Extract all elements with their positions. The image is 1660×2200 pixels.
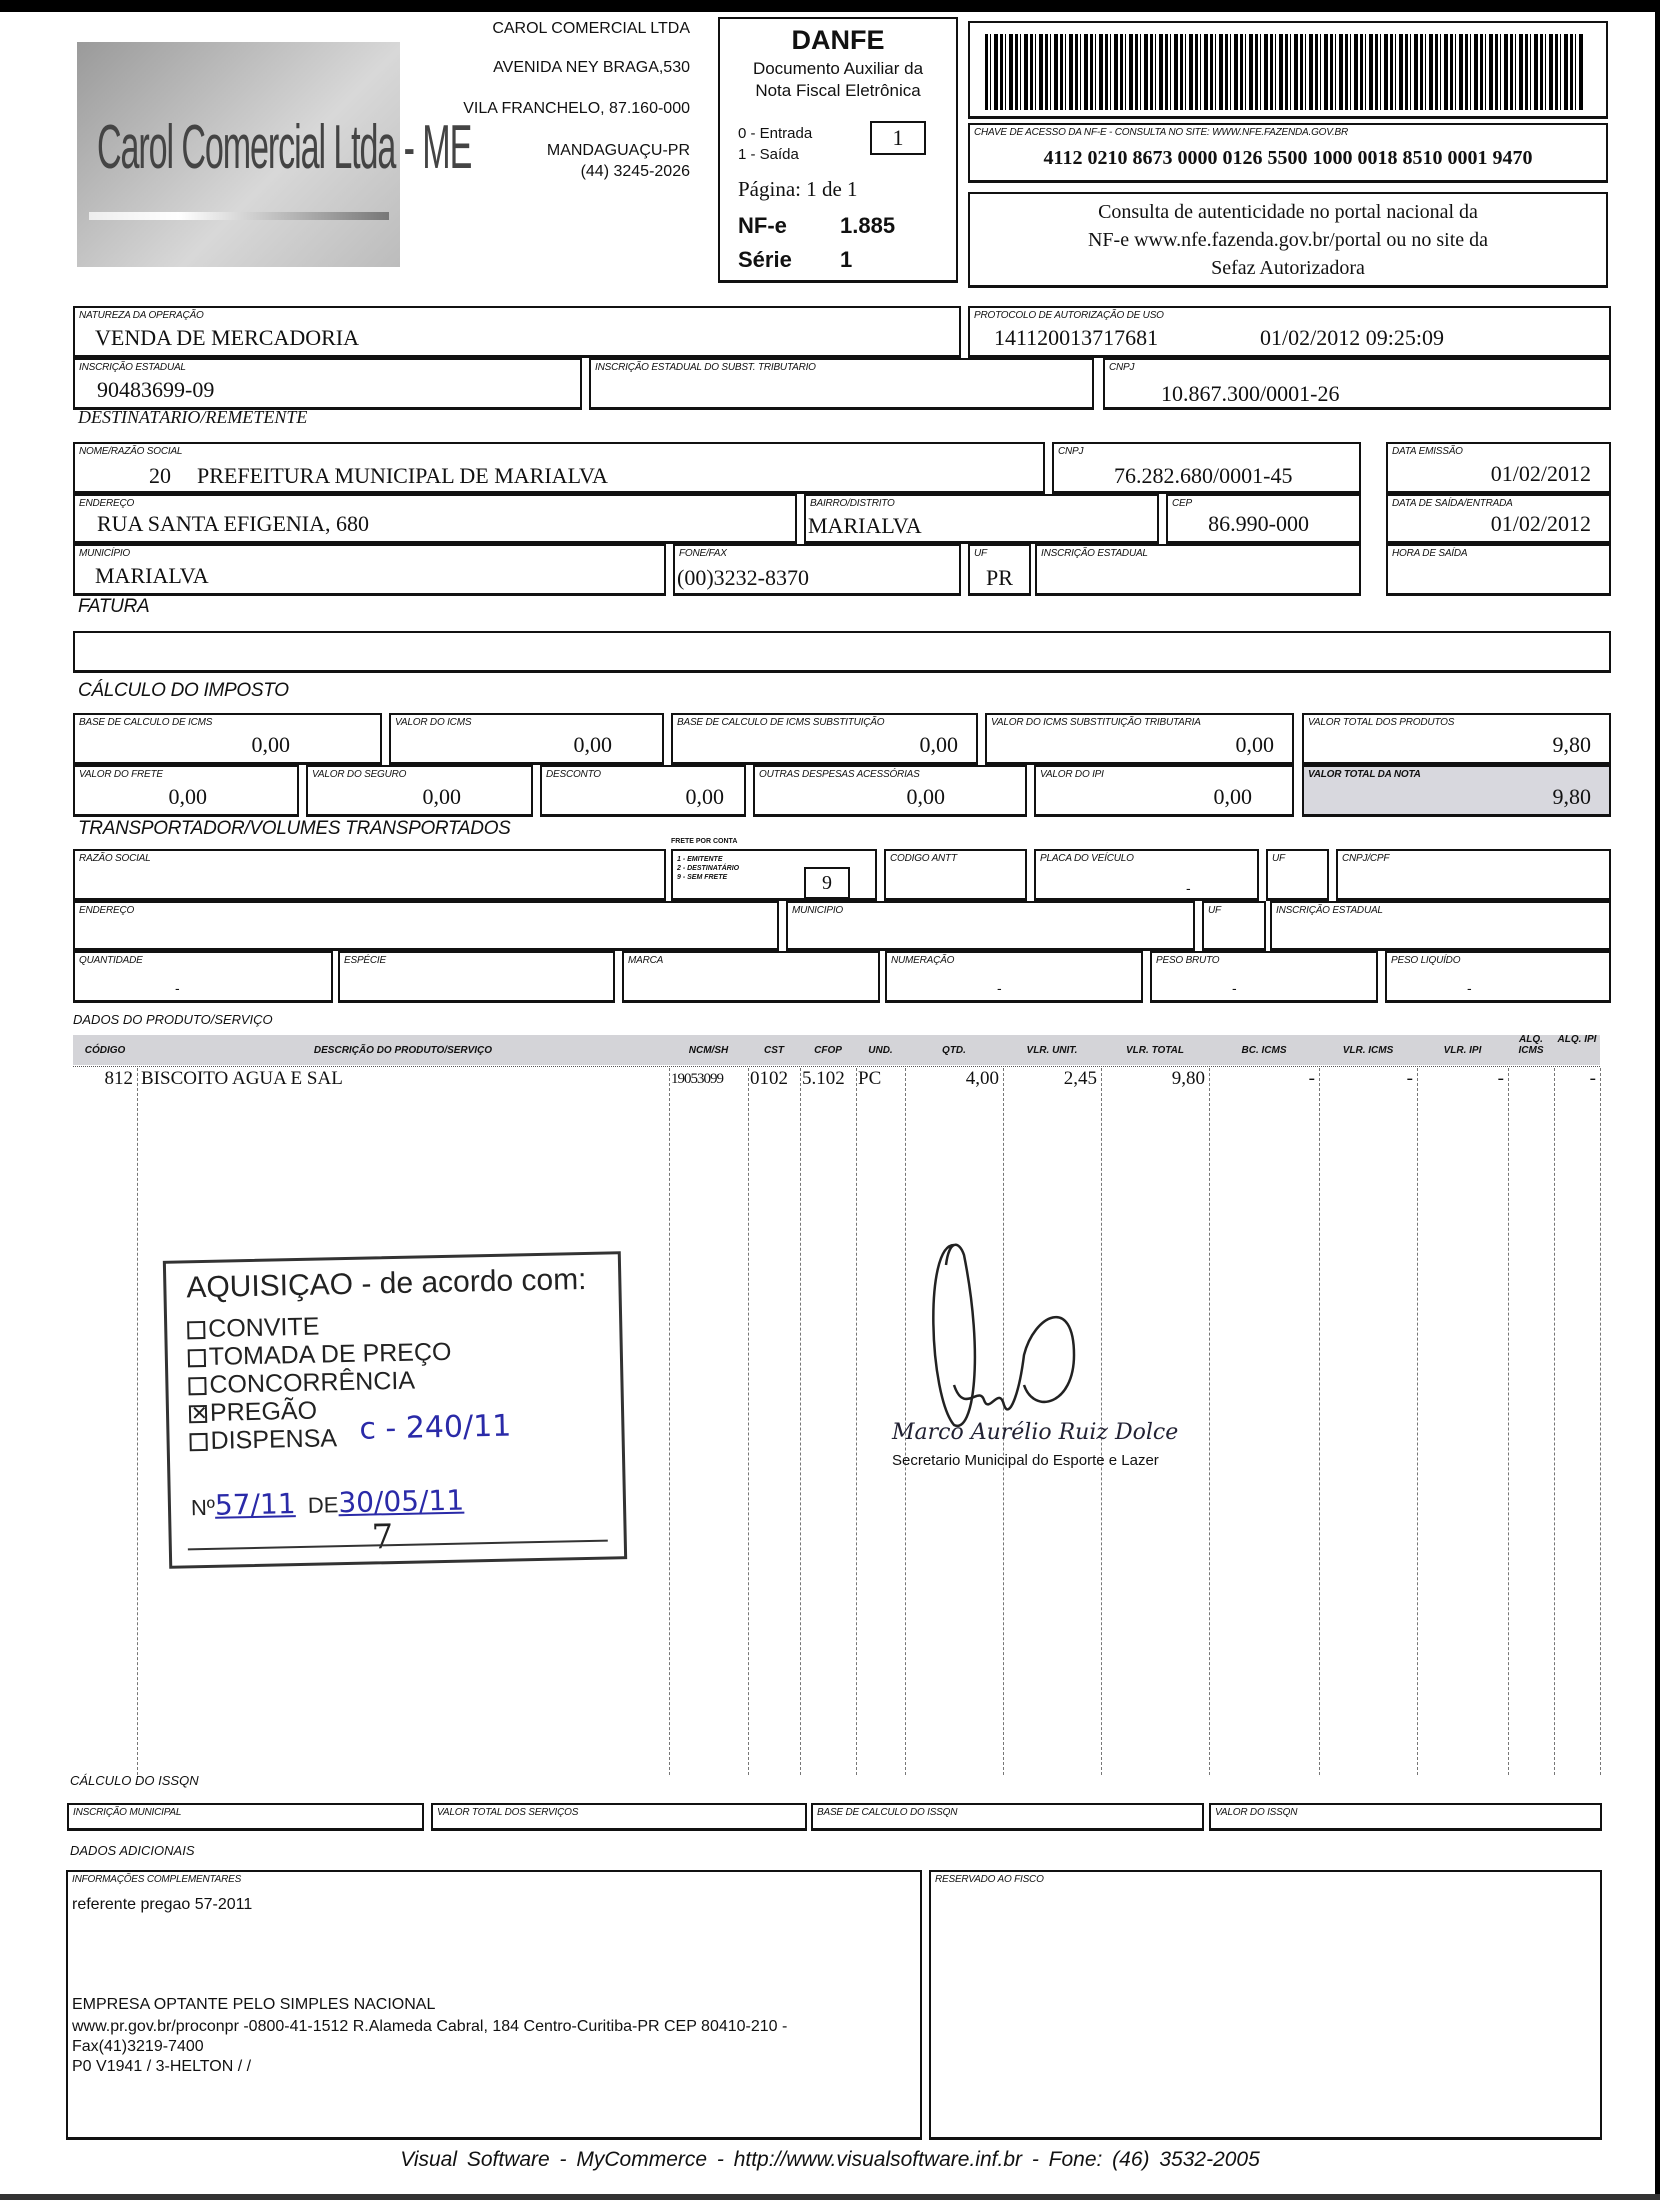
dest-nome: PREFEITURA MUNICIPAL DE MARIALVA [197, 463, 608, 488]
dest-bairro-field [804, 494, 1159, 544]
dest-fone-field [673, 544, 961, 596]
checkbox-icon [189, 1405, 207, 1423]
field-label: CNPJ [1058, 446, 1084, 457]
dest-nome-field [73, 442, 1045, 494]
company-logo: Carol Comercial Ltda - ME [77, 42, 400, 267]
tax-value: 0,00 [919, 732, 958, 757]
transp-razao-field [73, 849, 666, 901]
issqn-field [431, 1803, 807, 1831]
column-header: ALQ. IPI [1557, 1034, 1597, 1045]
field-label: CNPJ/CPF [1342, 853, 1390, 864]
field-label: ESPÉCIE [344, 955, 386, 966]
natureza-field [73, 306, 961, 358]
tax-value: 0,00 [1235, 732, 1274, 757]
column-divider [1508, 1068, 1509, 1775]
placa-value: - [1186, 880, 1191, 896]
volume-numeracao-field [885, 951, 1143, 1003]
barcode [985, 34, 1585, 110]
serie-label: Série [738, 247, 792, 272]
stamp-mark: 7 [371, 1517, 394, 1558]
field-label: UF [1272, 853, 1285, 864]
tax-value: 0,00 [422, 784, 461, 809]
transp-cnpj-field [1336, 849, 1611, 901]
tax-field [985, 713, 1294, 765]
field-label: PESO BRUTO [1156, 955, 1220, 966]
field-label: BASE DE CALCULO DE ICMS [79, 717, 213, 728]
field-label: UF [1208, 905, 1221, 916]
field-label: FONE/FAX [679, 548, 727, 559]
emitente-city: MANDAGUAÇU-PR [546, 142, 690, 159]
field-label: NATUREZA DA OPERAÇÃO [79, 310, 204, 321]
tax-field [753, 765, 1027, 817]
field-label: VALOR DO ICMS SUBSTITUIÇÃO TRIBUTARIA [991, 717, 1201, 728]
tax-field [306, 765, 533, 817]
dest-bairro: MARIALVA [808, 513, 922, 538]
stamp-option [189, 1424, 337, 1456]
antt-field [884, 849, 1027, 901]
stamp-option [189, 1397, 318, 1429]
field-label: INSCRIÇÃO MUNICIPAL [73, 1807, 182, 1818]
field-label: MUNICÍPIO [79, 548, 130, 559]
emitente-phone: (44) 3245-2026 [580, 163, 690, 180]
field-label: CEP [1172, 498, 1192, 509]
tax-field [73, 765, 299, 817]
issqn-field [811, 1803, 1204, 1831]
field-label: MUNICIPIO [792, 905, 843, 916]
chave-box [968, 123, 1608, 183]
tax-value: 9,80 [1552, 732, 1591, 757]
volume-qtd-field [73, 951, 333, 1003]
tax-field [1034, 765, 1294, 817]
section-destinatario: DESTINATÁRIO/REMETENTE [78, 407, 308, 427]
field-label: DESCONTO [546, 769, 601, 780]
column-header: DESCRIÇÃO DO PRODUTO/SERVIÇO [313, 1045, 493, 1056]
dest-municipio: MARIALVA [95, 563, 209, 588]
column-header: NCM/SH [688, 1045, 729, 1056]
dest-fone: (00)3232-8370 [677, 565, 809, 590]
field-label: INFORMAÇÕES COMPLEMENTARES [72, 1874, 242, 1885]
tax-field [1302, 765, 1611, 817]
consulta-line: Sefaz Autorizadora [1211, 257, 1365, 279]
frete-option: 2 - DESTINATÁRIO [677, 865, 740, 872]
scan-edge-bottom [0, 2194, 1660, 2200]
column-header: QTD. [942, 1045, 966, 1056]
tipo-entrada: 0 - Entrada [738, 125, 813, 142]
acquisition-stamp [163, 1251, 627, 1569]
protocolo-date: 01/02/2012 09:25:09 [1260, 325, 1444, 350]
fatura-box [73, 631, 1611, 673]
signature-name: Marco Aurélio Ruiz Dolce [892, 1420, 1179, 1445]
field-label: VALOR TOTAL DOS SERVIÇOS [437, 1807, 579, 1818]
tax-value: 0,00 [251, 732, 290, 757]
tax-value: 0,00 [168, 784, 207, 809]
field-label: MARCA [628, 955, 664, 966]
info-complementares-box [66, 1870, 922, 2140]
transp-uf-field [1266, 849, 1329, 901]
field-label: PLACA DO VEÍCULO [1040, 853, 1134, 864]
stamp-option [187, 1313, 320, 1345]
protocolo-field [968, 306, 1611, 358]
field-label: HORA DE SAÍDA [1392, 548, 1468, 559]
column-header: VLR. TOTAL [1126, 1045, 1184, 1056]
stamp-title: AQUISIÇAO - de acordo com: [186, 1262, 587, 1305]
column-header: VLR. ICMS [1342, 1045, 1394, 1056]
product-cell: - [1589, 1068, 1596, 1089]
column-header: VLR. IPI [1443, 1045, 1482, 1056]
dest-endereco-field [73, 494, 797, 544]
tipo-value: 1 [870, 121, 926, 155]
dest-cep-field [1166, 494, 1361, 544]
chave-label: CHAVE DE ACESSO DA NF-E - CONSULTA NO SITE: WWW.NFE.FAZENDA.GOV.BR [974, 127, 1349, 138]
frete-option: 9 - SEM FRETE [677, 874, 728, 881]
field-label: PROTOCOLO DE AUTORIZAÇÃO DE USO [974, 310, 1164, 321]
checkbox-icon [188, 1349, 206, 1367]
tipo-saida: 1 - Saída [738, 146, 799, 163]
placa-field [1034, 849, 1259, 901]
stamp-handwritten-ref: c - 240/11 [359, 1408, 512, 1447]
dest-cnpj-field [1052, 442, 1361, 494]
info-line: Fax(41)3219-7400 [72, 2038, 204, 2055]
section-fatura: FATURA [78, 596, 150, 617]
stamp-option-label: DISPENSA [210, 1424, 338, 1455]
emitente-address: AVENIDA NEY BRAGA,530 [493, 59, 690, 76]
frete-label: FRETE POR CONTA [671, 838, 738, 845]
field-label: INSCRIÇÃO ESTADUAL DO SUBST. TRIBUTARIO [595, 362, 816, 373]
section-produtos: DADOS DO PRODUTO/SERVIÇO [73, 1012, 273, 1027]
column-header: CFOP [814, 1045, 842, 1056]
frete-option: 1 - EMITENTE [677, 856, 723, 863]
nfe-label: NF-e [738, 213, 787, 238]
frete-options [677, 855, 739, 882]
field-label: CODIGO ANTT [890, 853, 957, 864]
emitente-name: CAROL COMERCIAL LTDA [492, 20, 690, 37]
field-label: UF [974, 548, 987, 559]
field-label: NOME/RAZÃO SOCIAL [79, 446, 183, 457]
section-adicionais: DADOS ADICIONAIS [70, 1843, 195, 1858]
cnpj-field [1103, 358, 1611, 410]
section-issqn: CÁLCULO DO ISSQN [70, 1773, 199, 1788]
column-divider [856, 1068, 857, 1775]
pagina: Página: 1 de 1 [738, 177, 858, 201]
ie-field [73, 358, 582, 410]
column-header: ALQ. ICMS [1518, 1034, 1544, 1056]
tax-value: 0,00 [906, 784, 945, 809]
section-imposto: CÁLCULO DO IMPOSTO [78, 680, 289, 701]
protocolo-value: 141120013717681 [994, 325, 1159, 350]
danfe-subtitle: Documento Auxiliar da [752, 59, 924, 78]
field-label: BASE DE CALCULO DO ISSQN [817, 1807, 958, 1818]
info-line: P0 V1941 / 3-HELTON / / [72, 2058, 252, 2075]
frete-field [671, 849, 877, 901]
field-label: DATA DE SAÍDA/ENTRADA [1392, 498, 1513, 509]
tax-value: 0,00 [685, 784, 724, 809]
cnpj-value: 10.867.300/0001-26 [1161, 381, 1340, 406]
stamp-date: 30/05/11 [338, 1483, 465, 1520]
transp-endereco-field [73, 901, 779, 951]
field-label: PESO LIQUÍDO [1391, 955, 1461, 966]
field-label: INSCRIÇÃO ESTADUAL [1041, 548, 1148, 559]
peso-bruto-field [1150, 951, 1378, 1003]
emissao-field [1386, 442, 1611, 494]
stamp-option [188, 1367, 415, 1401]
transp-municipio-field [786, 901, 1195, 951]
transp-ie-field [1270, 901, 1611, 951]
danfe-title: DANFE [791, 25, 885, 55]
info-line: www.pr.gov.br/proconpr -0800-41-1512 R.Alameda Cabral, 184 Centro-Curitiba-PR CEP 80410-210 - [72, 2018, 788, 2035]
product-cell: BISCOITO AGUA E SAL [141, 1068, 343, 1089]
field-label: ENDEREÇO [79, 905, 135, 916]
column-header: UND. [868, 1045, 893, 1056]
stamp-option-label: CONVITE [207, 1312, 320, 1343]
dest-ie-field [1035, 544, 1361, 596]
hora-saida-field [1386, 544, 1611, 596]
dest-code: 20 [149, 463, 171, 488]
tax-value: 9,80 [1552, 784, 1591, 809]
volume-qtd: - [175, 980, 180, 996]
tax-field [540, 765, 746, 817]
column-header: VLR. UNIT. [1026, 1045, 1078, 1056]
column-divider [800, 1068, 801, 1775]
tax-value: 0,00 [573, 732, 612, 757]
column-divider [748, 1068, 749, 1775]
transp-uf2-field [1202, 901, 1266, 951]
peso-liquido-field [1385, 951, 1611, 1003]
tax-field [671, 713, 978, 765]
column-divider [1417, 1068, 1418, 1775]
serie-number: 1 [840, 247, 853, 272]
product-cell: 2,45 [1063, 1068, 1097, 1089]
signature [884, 1235, 1214, 1485]
volume-especie-field [338, 951, 615, 1003]
emissao-value: 01/02/2012 [1490, 461, 1591, 486]
stamp-option-label: TOMADA DE PREÇO [208, 1337, 452, 1371]
checkbox-icon [189, 1433, 207, 1451]
product-cell: - [1406, 1068, 1413, 1089]
field-label: VALOR DO IPI [1040, 769, 1104, 780]
product-cell: 19053099 [671, 1071, 723, 1087]
consulta-box [968, 192, 1608, 288]
tax-value: 0,00 [1213, 784, 1252, 809]
field-label: VALOR TOTAL DA NOTA [1308, 769, 1421, 780]
column-divider [1554, 1068, 1555, 1775]
saida-value: 01/02/2012 [1490, 511, 1591, 536]
tax-field [389, 713, 664, 765]
dest-uf-field [968, 544, 1031, 596]
field-label: ENDEREÇO [79, 498, 135, 509]
dest-uf: PR [986, 565, 1013, 590]
reservado-fisco-box [929, 1870, 1602, 2140]
stamp-option-label: CONCORRÊNCIA [209, 1366, 416, 1399]
signature-role: Secretario Municipal do Esporte e Lazer [892, 1452, 1159, 1469]
field-label: INSCRIÇÃO ESTADUAL [79, 362, 186, 373]
footer: Visual Software - MyCommerce - http://www.visualsoftware.inf.br - Fone: (46) 3532-2005 [400, 2148, 1260, 2171]
field-label: BAIRRO/DISTRITO [810, 498, 895, 509]
natureza-value: VENDA DE MERCADORIA [95, 325, 359, 350]
product-cell: 5.102 [802, 1068, 845, 1089]
field-label: OUTRAS DESPESAS ACESSÓRIAS [759, 769, 920, 780]
field-label: QUANTIDADE [79, 955, 143, 966]
scan-edge-right [1655, 0, 1660, 2200]
field-label: RESERVADO AO FISCO [935, 1874, 1044, 1885]
column-divider [137, 1068, 138, 1775]
chave-value: 4112 0210 8673 0000 0126 5500 1000 0018 8510 0001 9470 [1043, 147, 1533, 169]
consulta-line: Consulta de autenticidade no portal nacional da [1098, 201, 1478, 223]
stamp-de-label: DE [307, 1492, 339, 1518]
product-cell: 4,00 [965, 1068, 999, 1089]
section-transporte: TRANSPORTADOR/VOLUMES TRANSPORTADOS [78, 818, 511, 839]
stamp-numero-label: Nº [190, 1494, 216, 1521]
field-label: INSCRIÇÃO ESTADUAL [1276, 905, 1383, 916]
peso-bruto: - [1232, 980, 1237, 996]
checkbox-icon [187, 1321, 205, 1339]
info-line: EMPRESA OPTANTE PELO SIMPLES NACIONAL [72, 1996, 436, 2013]
column-header: CÓDIGO [84, 1045, 126, 1056]
product-cell: - [1308, 1068, 1315, 1089]
checkbox-icon [188, 1377, 206, 1395]
saida-field [1386, 494, 1611, 544]
field-label: CNPJ [1109, 362, 1135, 373]
field-label: VALOR DO ISSQN [1215, 1807, 1298, 1818]
nfe-number: 1.885 [840, 213, 896, 238]
product-cell: - [1497, 1068, 1504, 1089]
stamp-numero: 57/11 [214, 1487, 296, 1522]
column-divider [669, 1068, 670, 1775]
field-label: RAZÃO SOCIAL [79, 853, 151, 864]
field-label: VALOR DO SEGURO [312, 769, 407, 780]
column-divider [1600, 1068, 1601, 1775]
emitente-district: VILA FRANCHELO, 87.160-000 [463, 100, 690, 117]
dest-endereco: RUA SANTA EFIGENIA, 680 [97, 511, 370, 536]
ie-value: 90483699-09 [97, 377, 215, 402]
stamp-option-label: PREGÃO [209, 1396, 318, 1427]
dest-municipio-field [73, 544, 666, 596]
danfe-subtitle: Nota Fiscal Eletrônica [755, 81, 921, 100]
issqn-field [1209, 1803, 1602, 1831]
field-label: BASE DE CALCULO DE ICMS SUBSTITUIÇÃO [677, 717, 885, 728]
volume-numeracao: - [997, 980, 1002, 996]
scan-edge-top [0, 0, 1660, 12]
frete-value: 9 [804, 867, 850, 899]
column-header: CST [764, 1045, 784, 1056]
product-cell: PC [858, 1068, 882, 1089]
field-label: VALOR DO ICMS [395, 717, 472, 728]
header-divider [73, 1066, 1600, 1067]
consulta-line: NF-e www.nfe.fazenda.gov.br/portal ou no site da [1087, 229, 1489, 251]
tax-field [1302, 713, 1611, 765]
field-label: VALOR DO FRETE [79, 769, 163, 780]
danfe-box [718, 17, 958, 283]
peso-liquido: - [1467, 980, 1472, 996]
info-line: referente pregao 57-2011 [72, 1896, 253, 1913]
dest-cnpj: 76.282.680/0001-45 [1114, 463, 1293, 488]
column-divider [1319, 1068, 1320, 1775]
volume-marca-field [622, 951, 880, 1003]
product-cell: 0102 [750, 1068, 788, 1089]
product-cell: 9,80 [1171, 1068, 1205, 1089]
column-header: BC. ICMS [1241, 1045, 1287, 1056]
field-label: VALOR TOTAL DOS PRODUTOS [1308, 717, 1455, 728]
dest-cep: 86.990-000 [1208, 511, 1309, 536]
ie-st-field [589, 358, 1094, 410]
field-label: NUMERAÇÃO [891, 955, 955, 966]
field-label: DATA EMISSÃO [1392, 446, 1463, 457]
issqn-field [67, 1803, 424, 1831]
tax-field [73, 713, 382, 765]
product-cell: 812 [104, 1068, 133, 1089]
